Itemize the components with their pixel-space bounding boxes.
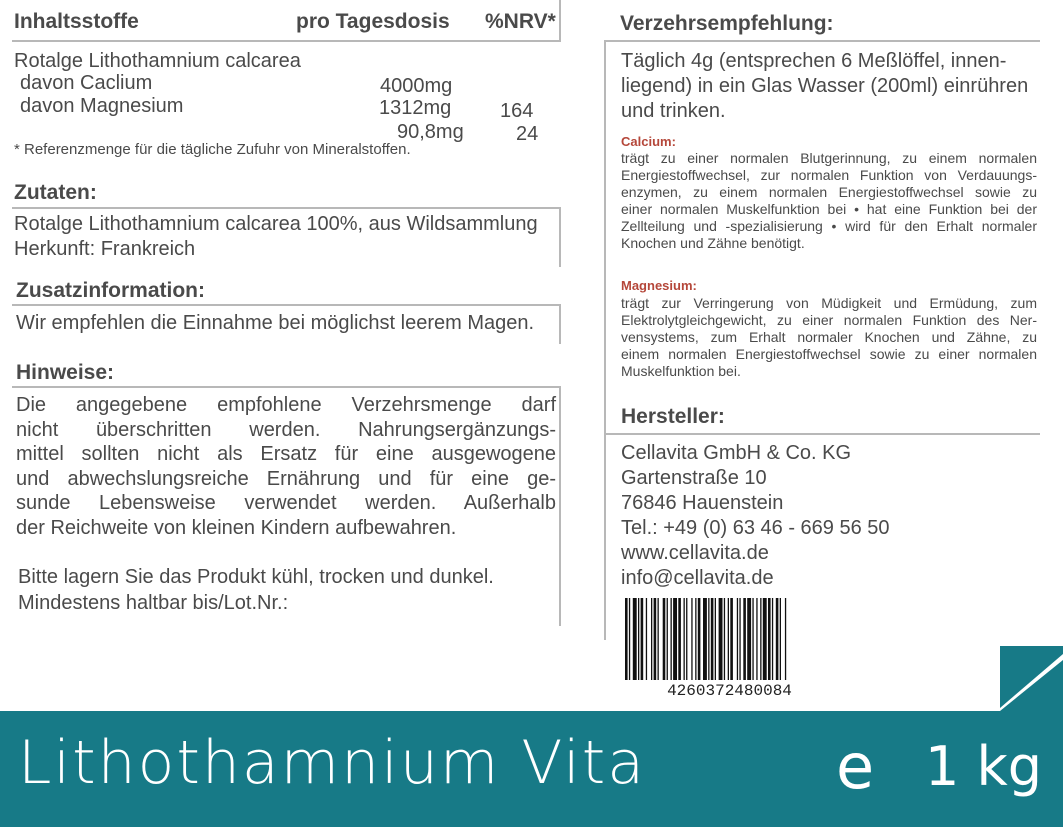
table-right-rule xyxy=(559,0,561,42)
barcode-bar xyxy=(743,598,746,680)
magnesium-line: vensystems, zum Erhalt normaler Knochen und Zähne, zu xyxy=(621,329,1037,345)
hinweise-heading: Hinweise: xyxy=(16,361,115,384)
hinweise-line: und abwechslungsreiche Ernährung und für eine ge- xyxy=(16,467,556,490)
barcode-bar xyxy=(752,598,753,680)
hersteller-line: Cellavita GmbH & Co. KG xyxy=(621,442,852,464)
storage-note: Bitte lagern Sie das Produkt kühl, trocken und dunkel. xyxy=(18,566,494,588)
barcode-bar xyxy=(780,598,781,680)
barcode-bar xyxy=(625,598,628,680)
zutaten-line: Rotalge Lithothamnium calcarea 100%, aus Wildsammlung xyxy=(14,213,538,235)
corner-decoration xyxy=(1000,646,1063,711)
barcode-bar xyxy=(728,598,729,680)
hersteller-line: Tel.: +49 (0) 63 46 - 669 56 50 xyxy=(621,517,890,539)
calcium-line: enzymen, zu einem normalen Energiestoffwechsel sowie zu xyxy=(621,184,1037,200)
hinweise-line: mittel sollten nicht als Ersatz für eine ausgewogene xyxy=(16,443,556,465)
nutrient-row-amount: 4000mg xyxy=(380,75,453,97)
nutrient-row-name: davon Caclium xyxy=(20,72,153,94)
verzehr-line: und trinken. xyxy=(621,100,726,122)
barcode-bar xyxy=(711,598,714,680)
magnesium-line: Elektrolytgleichgewicht, zu einer normalen Funktion des Ner- xyxy=(621,312,1037,328)
hersteller-line: info@cellavita.de xyxy=(621,567,774,589)
magnesium-line: einem normalen Energiestoffwechsel sowie zu einer normalen xyxy=(621,346,1037,362)
nutrient-row-amount: 1312mg xyxy=(379,97,452,119)
zutaten-right-rule xyxy=(559,207,561,267)
hersteller-rule xyxy=(604,433,1040,435)
barcode-bar xyxy=(646,598,647,680)
barcode-bar xyxy=(667,598,668,680)
zusatz-text: Wir empfehlen die Einnahme bei möglichst leerem Magen. xyxy=(16,312,535,334)
magnesium-line: trägt zur Verringerung von Müdigkeit und Ermüdung, zum xyxy=(621,295,1037,311)
barcode-bar xyxy=(730,598,733,680)
hersteller-line: 76846 Hauenstein xyxy=(621,492,784,514)
barcode-bar xyxy=(691,598,692,680)
barcode-bar xyxy=(658,598,659,680)
nutrient-row-nrv: 164 xyxy=(500,100,534,122)
nutrients-header-col2: pro Tagesdosis xyxy=(296,10,450,33)
barcode-bar xyxy=(695,598,696,680)
nutrient-row-amount: 90,8mg xyxy=(397,121,464,143)
hinweise-line: nicht überschritten werden. Nahrungsergänzungs- xyxy=(16,418,556,441)
barcode-bar xyxy=(772,598,773,680)
estimated-sign-icon: e xyxy=(836,730,875,803)
barcode-bar xyxy=(663,598,666,680)
zusatz-heading: Zusatzinformation: xyxy=(16,279,205,302)
table-header-rule xyxy=(12,40,560,42)
expiry-note: Mindestens haltbar bis/Lot.Nr.: xyxy=(18,592,289,614)
zusatz-right-rule xyxy=(559,304,561,344)
barcode-bar xyxy=(763,598,767,680)
nutrients-header-col1: Inhaltsstoffe xyxy=(14,10,139,33)
barcode-bar xyxy=(776,598,779,680)
verzehr-line: liegend) in ein Glas Wasser (200ml) einrühren xyxy=(621,75,1029,97)
zusatz-rule xyxy=(12,304,560,306)
nutrients-header-col3: %NRV* xyxy=(485,10,556,33)
barcode-bar xyxy=(633,598,637,680)
barcode-bar xyxy=(671,598,672,680)
magnesium-heading: Magnesium: xyxy=(621,278,697,293)
product-weight: 1 kg xyxy=(925,735,1043,798)
hinweise-line: Die angegebene empfohlene Verzehrsmenge darf xyxy=(16,394,556,416)
barcode-bar xyxy=(673,598,677,680)
zutaten-line: Herkunft: Frankreich xyxy=(14,238,196,260)
barcode-bar xyxy=(747,598,751,680)
barcode-bar xyxy=(724,598,725,680)
barcode-bar xyxy=(739,598,740,680)
verzehr-rule xyxy=(604,40,1040,42)
right-column-left-rule xyxy=(604,40,606,640)
barcode-number: 4260372480084 xyxy=(667,682,792,700)
barcode-bar xyxy=(756,598,757,680)
nutrient-row-nrv: 24 xyxy=(516,123,539,145)
barcode-bar xyxy=(686,598,687,680)
hersteller-line: Gartenstraße 10 xyxy=(621,467,767,489)
magnesium-text xyxy=(621,295,1037,380)
nutrient-row-name: Rotalge Lithothamnium calcarea xyxy=(14,50,301,72)
barcode-bar xyxy=(678,598,681,680)
barcode-bar xyxy=(703,598,707,680)
zutaten-rule xyxy=(12,207,560,209)
nutrients-footnote: * Referenzmenge für die tägliche Zufuhr von Mineralstoffen. xyxy=(14,141,411,158)
calcium-line: trägt zu einer normalen Blutgerinnung, zu einem normalen xyxy=(621,150,1037,166)
nutrient-row-name: davon Magnesium xyxy=(20,95,184,117)
barcode xyxy=(624,598,835,680)
calcium-text xyxy=(621,150,1037,252)
hinweise-rule xyxy=(12,386,560,388)
calcium-line: Zellteilung und -spezialisierung • wird für den Erhalt normaler xyxy=(621,218,1037,234)
hinweise-line: sunde Lebensweise verwendet werden. Außerhalb xyxy=(16,492,556,514)
barcode-bar xyxy=(715,598,716,680)
barcode-bar xyxy=(698,598,701,680)
hinweise-text xyxy=(16,393,556,540)
barcode-bar xyxy=(651,598,652,680)
zutaten-heading: Zutaten: xyxy=(14,181,97,204)
calcium-line: Energiestoffwechsel, zur normalen Funktion von Verdauungs- xyxy=(621,167,1037,183)
barcode-bar xyxy=(719,598,723,680)
hersteller-heading: Hersteller: xyxy=(621,405,725,428)
magnesium-line: Muskelfunktion bei. xyxy=(621,363,741,379)
barcode-bar xyxy=(737,598,738,680)
barcode-bar xyxy=(768,598,771,680)
barcode-bar xyxy=(708,598,709,680)
barcode-bar xyxy=(641,598,644,680)
barcode-bar xyxy=(760,598,761,680)
calcium-heading: Calcium: xyxy=(621,134,676,149)
verzehr-line: Täglich 4g (entsprechen 6 Meßlöffel, innen- xyxy=(621,50,1007,72)
hinweise-line: der Reichweite von kleinen Kindern aufbewahren. xyxy=(16,516,457,539)
hersteller-line: www.cellavita.de xyxy=(621,542,769,564)
verzehr-heading: Verzehrsempfehlung: xyxy=(620,12,834,35)
product-title: Lithothamnium Vita xyxy=(18,728,647,798)
calcium-line: Knochen und Zähne benötigt. xyxy=(621,235,805,251)
barcode-bar xyxy=(629,598,630,680)
barcode-bar xyxy=(785,598,786,680)
hinweise-right-rule xyxy=(559,386,561,626)
calcium-line: einer normalen Muskelfunktion bei • hat eine Funktion bei der xyxy=(621,201,1037,217)
barcode-bar xyxy=(654,598,657,680)
barcode-bar xyxy=(684,598,685,680)
barcode-bar xyxy=(638,598,639,680)
